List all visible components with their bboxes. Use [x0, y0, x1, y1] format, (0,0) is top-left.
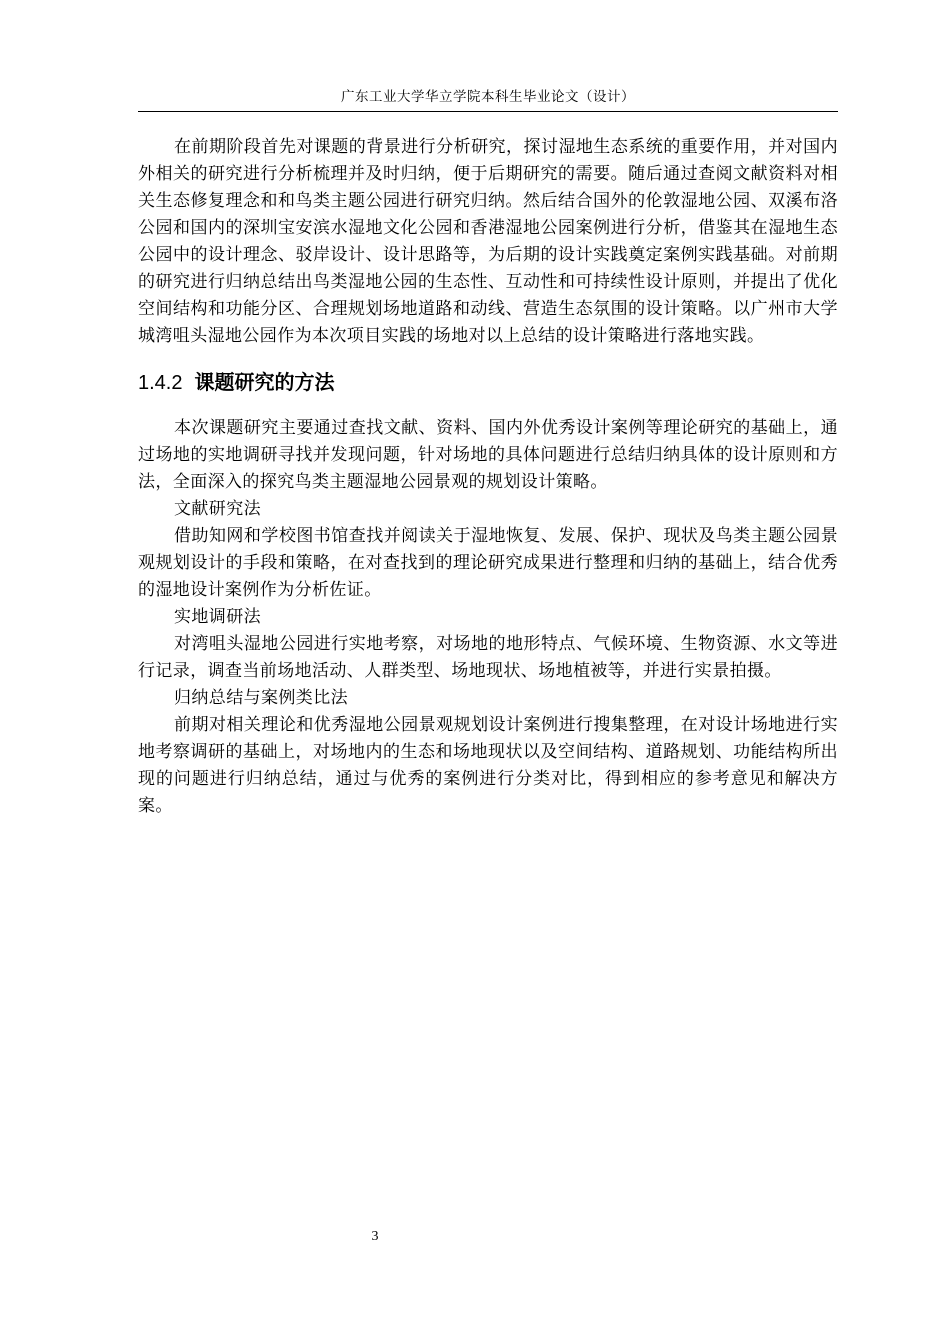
header-rule [138, 111, 838, 112]
method-paragraph-field-survey: 对湾咀头湿地公园进行实地考察，对场地的地形特点、气候环境、生物资源、水文等进行记录，调查当前场地活动、人群类型、场地现状、场地植被等，并进行实景拍摄。 [138, 634, 838, 681]
method-heading-literature: 文献研究法 [174, 499, 261, 519]
section-heading [138, 368, 838, 397]
method-heading-case-analogy: 归纳总结与案例类比法 [174, 688, 348, 708]
running-header: 广东工业大学华立学院本科生毕业论文（设计） [341, 89, 635, 105]
section-title: 课题研究的方法 [194, 370, 335, 394]
section-intro-paragraph: 本次课题研究主要通过查找文献、资料、国内外优秀设计案例等理论研究的基础上，通过场地的实地调研寻找并发现问题，针对场地的具体问题进行总结归纳具体的设计原则和方法，全面深入的探究鸟类主题湿地公园景观的规划设计策略。 [138, 418, 838, 492]
method-heading-field-survey: 实地调研法 [174, 607, 261, 627]
body-text [138, 134, 838, 820]
method-paragraph-literature: 借助知网和学校图书馆查找并阅读关于湿地恢复、发展、保护、现状及鸟类主题公园景观规划设计的手段和策略，在对查找到的理论研究成果进行整理和归纳的基础上，结合优秀的湿地设计案例作为分析佐证。 [138, 526, 838, 600]
section-number: 1.4.2 [138, 372, 183, 394]
method-paragraph-case-analogy: 前期对相关理论和优秀湿地公园景观规划设计案例进行搜集整理，在对设计场地进行实地考察调研的基础上，对场地内的生态和场地现状以及空间结构、道路规划、功能结构所出现的问题进行归纳总结，通过与优秀的案例进行分类对比，得到相应的参考意见和解决方案。 [138, 715, 838, 816]
intro-paragraph: 在前期阶段首先对课题的背景进行分析研究，探讨湿地生态系统的重要作用，并对国内外相关的研究进行分析梳理并及时归纳，便于后期研究的需要。随后通过查阅文献资料对相关生态修复理念和和鸟类主题公园进行研究归纳。然后结合国外的伦敦湿地公园、双溪布洛公园和国内的深圳宝安滨水湿地文化公园和香港湿地公园案例进行分析，借鉴其在湿地生态公园中的设计理念、驳岸设计、设计思路等，为后期的设计实践奠定案例实践基础。对前期的研究进行归纳总结出鸟类湿地公园的生态性、互动性和可持续性设计原则，并提出了优化空间结构和功能分区、合理规划场地道路和动线、营造生态氛围的设计策略。以广州市大学城湾咀头湿地公园作为本次项目实践的场地对以上总结的设计策略进行落地实践。 [138, 137, 838, 346]
page-number: 3 [371, 1229, 379, 1244]
